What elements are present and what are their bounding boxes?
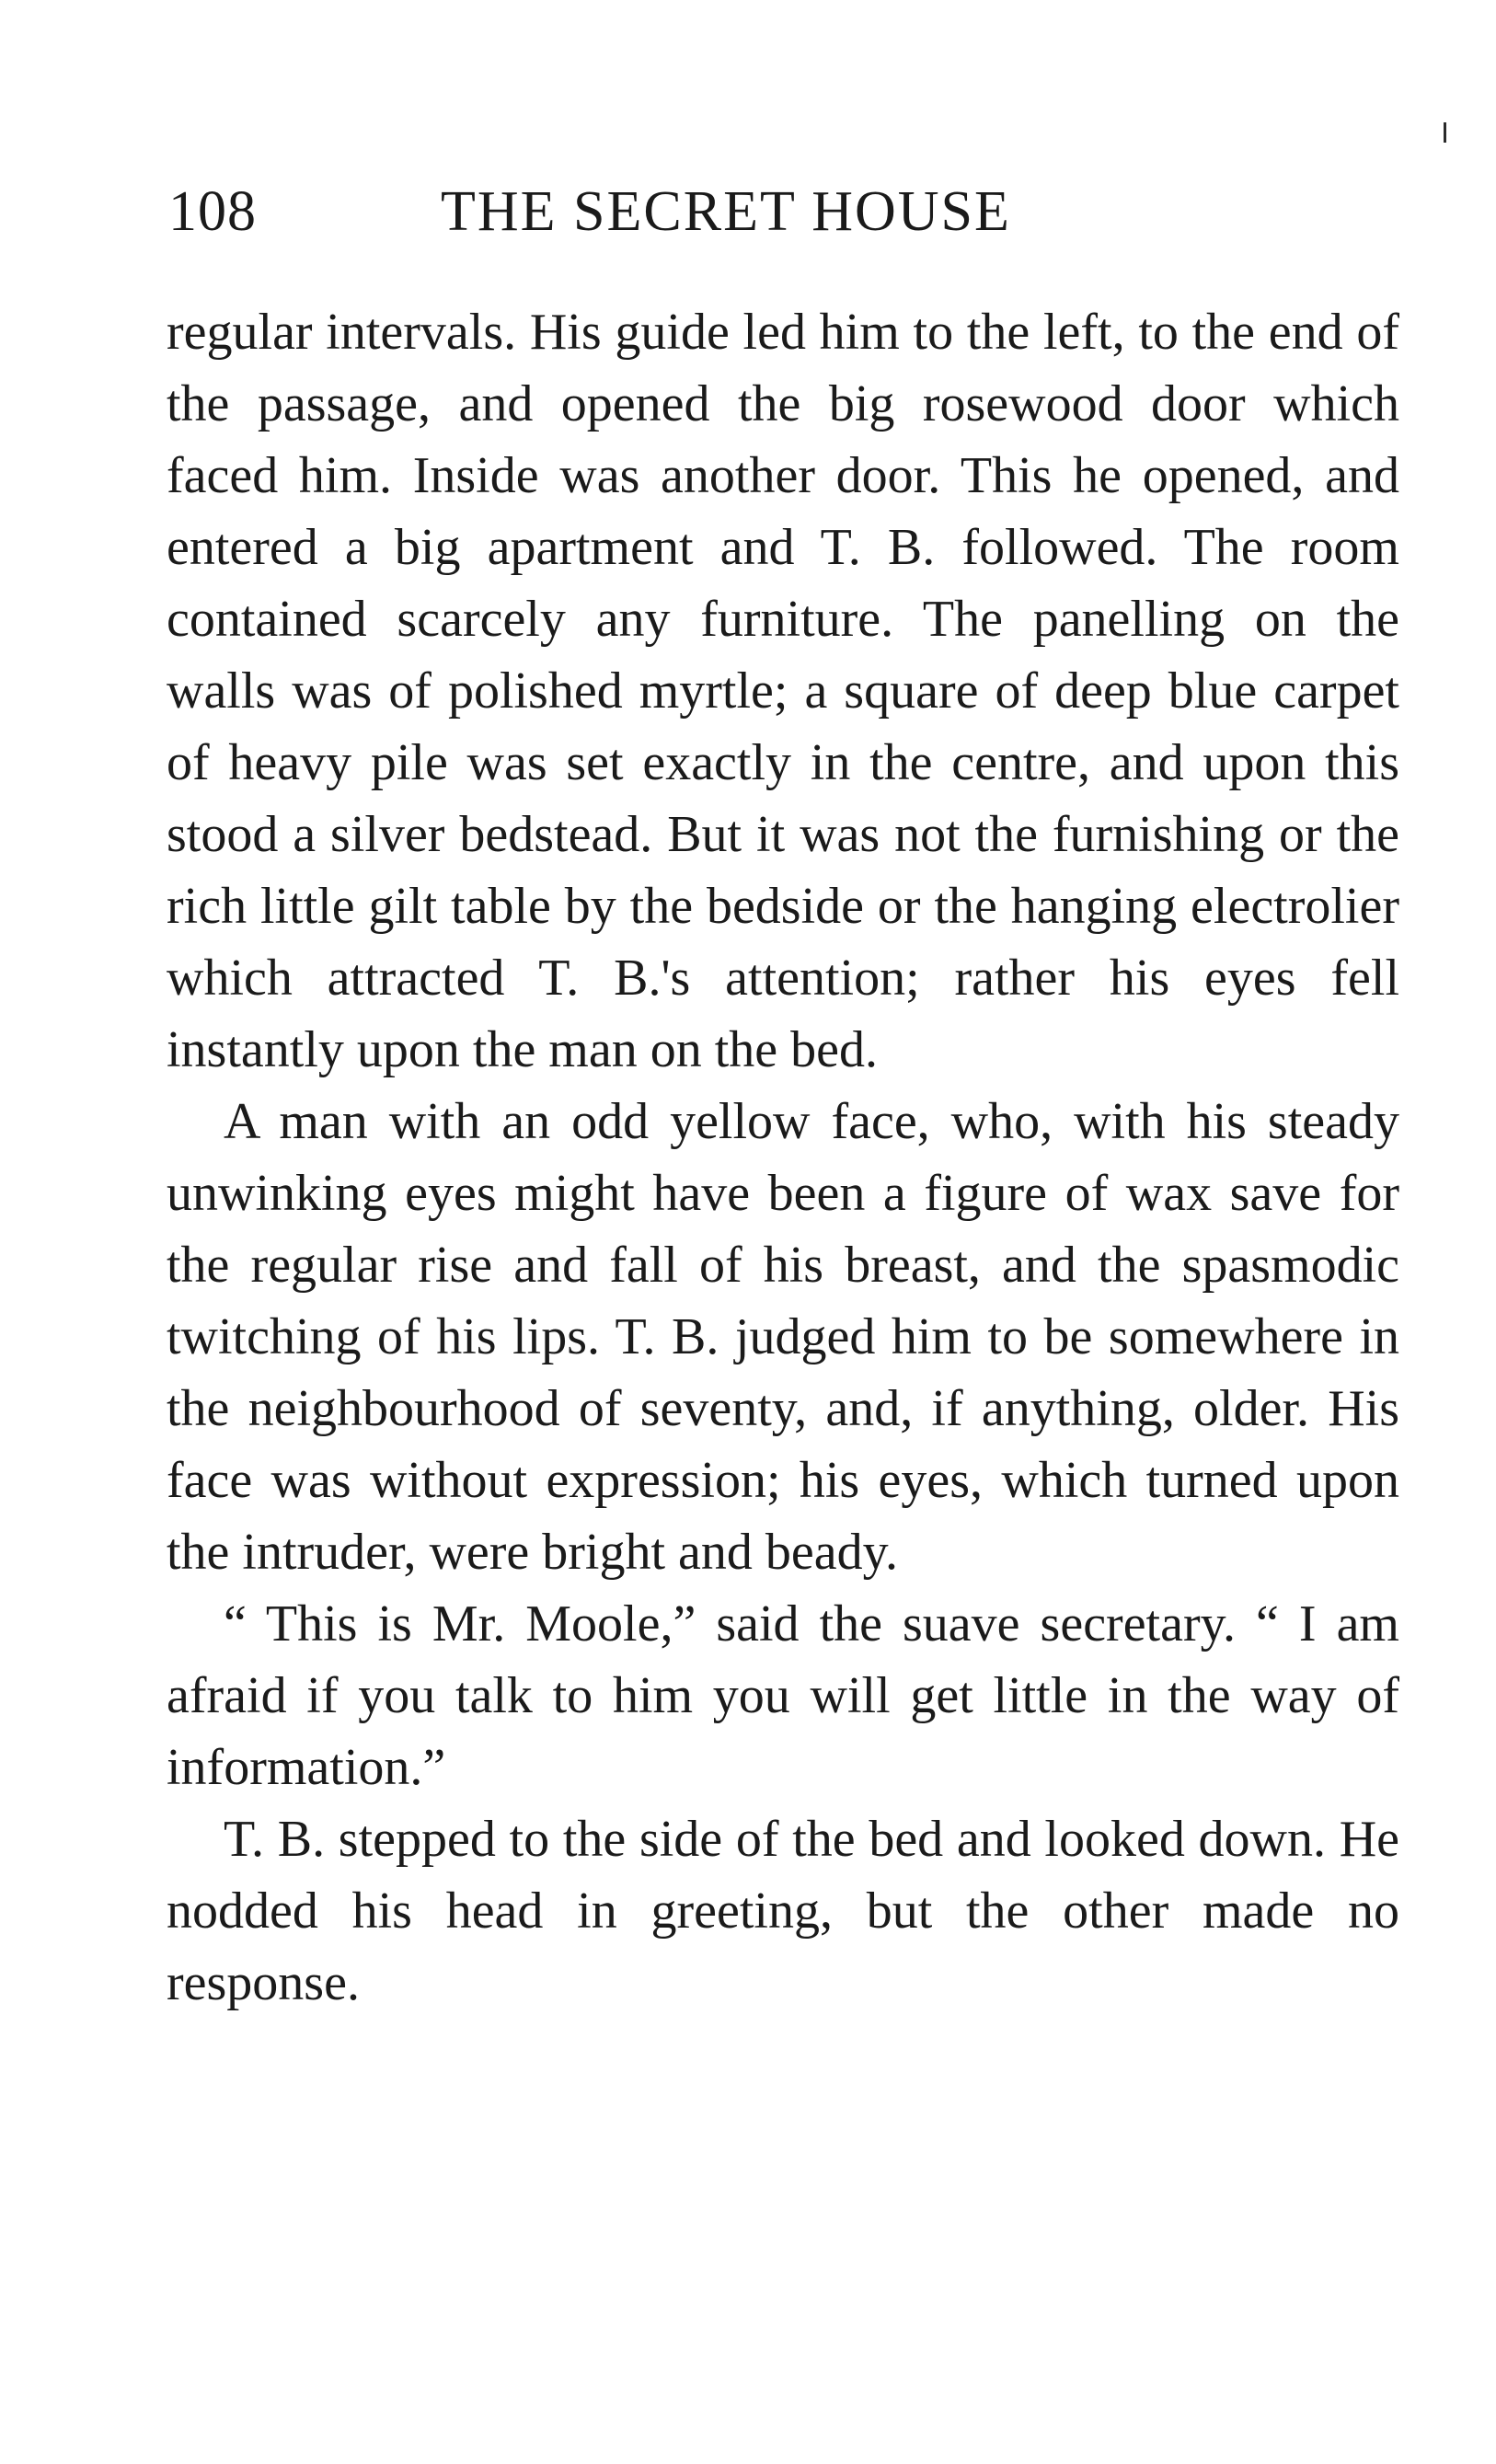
- paragraph-dialogue: “ This is Mr. Moole,” said the suave secretary. “ I am afraid if you talk to him you will get little in the way of information.”: [167, 1595, 1399, 1796]
- paragraph-description: A man with an odd yellow face, who, with his steady unwinking eyes might have been a figure of wax save for the regular rise and fall of his breast, and the spasmodic twitching of his lips. T. B. judged him to be somewhere in the neighbourhood of seventy, and, if anything, older. His face was without expression; his eyes, which turned upon the intruder, were bright and beady.: [167, 1093, 1399, 1581]
- scan-edge-mark: [1444, 122, 1446, 143]
- body-text: [167, 296, 1399, 2019]
- paragraph-continuation: regular intervals. His guide led him to the left, to the end of the passage, and opened the big rosewood door which faced him. Inside was another door. This he opened, and entered a big apartment and T. B. followed. The room contained scarcely any furniture. The panelling on the walls was of polished myrtle; a square of deep blue carpet of heavy pile was set exactly in the centre, and upon this stood a silver bedstead. But it was not the furnishing or the rich little gilt table by the bedside or the hanging electrolier which attracted T. B.'s attention; rather his eyes fell instantly upon the man on the bed.: [167, 304, 1399, 1078]
- running-title: THE SECRET HOUSE: [441, 180, 1011, 243]
- page-number: 108: [168, 180, 257, 243]
- paragraph-closing: T. B. stepped to the side of the bed and looked down. He nodded his head in greeting, but the other made no response.: [167, 1811, 1399, 2011]
- running-head: [168, 175, 1401, 248]
